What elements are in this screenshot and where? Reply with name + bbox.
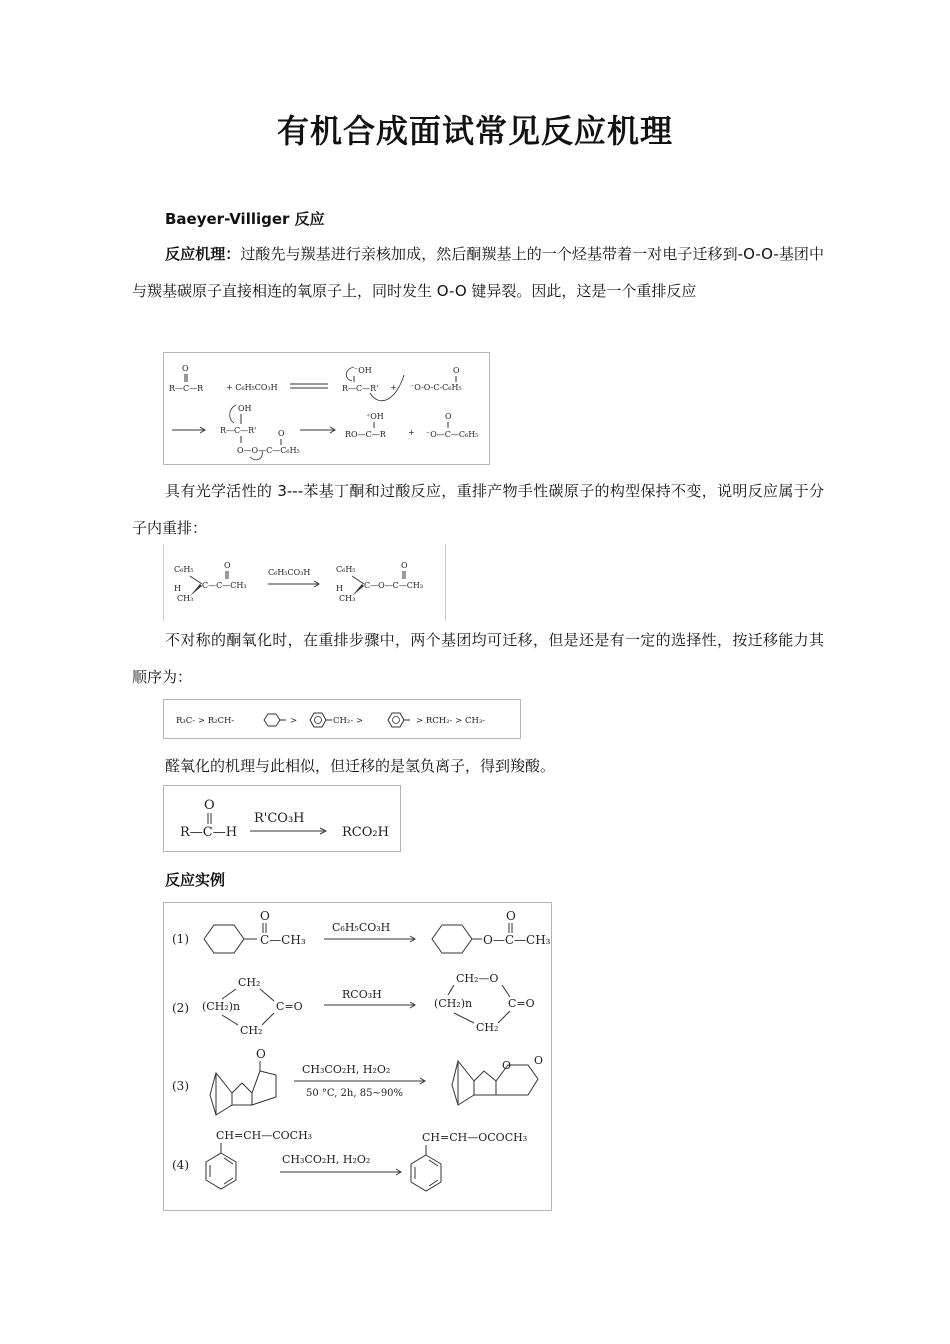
lactone-bond <box>502 985 510 997</box>
intermediate-carbon: R—C—R' <box>220 426 257 435</box>
top-methylene: CH₂ <box>238 976 261 989</box>
enone-chain: CH=CH—COCH₃ <box>216 1129 313 1142</box>
peracid-reagent: + C₆H₅CO₃H <box>226 383 278 392</box>
mechanism-paragraph <box>132 236 824 310</box>
cyclohexyl-ring-icon <box>264 714 280 726</box>
plus-sign: + <box>408 428 415 437</box>
wedge-bond <box>190 584 202 596</box>
adduct-hydroxyl: ⁻OH <box>354 366 372 375</box>
peroxy-anion-oxygen: O <box>453 366 460 375</box>
lactone-carbonyl: C=O <box>508 997 535 1010</box>
product-cyclobutane-ring-icon <box>474 1071 496 1095</box>
example-2-number: (2) <box>172 1001 189 1015</box>
enol-ester-chain: CH=CH—OCOCH₃ <box>422 1131 528 1144</box>
ring-bond <box>260 989 274 1001</box>
bottom-methylene: CH₂ <box>240 1024 263 1037</box>
mechanism-text: 过酸先与羰基进行亲核加成，然后酮羰基上的一个烃基带着一对电子迁移到-O-O-基团中与羰基碳原子直接相连的氧原子上，同时发生 O-O 键异裂。因此，这是一个重排反应 <box>132 245 824 300</box>
example-3-number: (3) <box>172 1079 189 1093</box>
adduct-formula: R—C—R' <box>342 384 379 393</box>
ring-bond <box>222 1015 238 1025</box>
tertiary-secondary-alkyl: R₃C- > R₂CH- <box>176 716 235 726</box>
ring-ketone: C=O <box>276 1000 303 1013</box>
product-hydrogen: H <box>336 584 343 593</box>
plus-sign: + <box>390 383 397 392</box>
lactone-bond <box>498 1011 510 1023</box>
chiral-rearrangement-scheme <box>164 544 445 621</box>
peroxy-anion: ⁻O-O-C-C₆H₅ <box>410 383 462 392</box>
cyclohexane-ring-icon <box>204 925 244 953</box>
aldehyde-formula: R—C—H <box>180 825 238 840</box>
protonated-ester: RO—C—R <box>345 430 386 439</box>
product-bicyclic-bridge <box>452 1061 474 1105</box>
example-1-reagent: C₆H₅CO₃H <box>332 921 391 934</box>
mechanism-scheme <box>164 353 489 464</box>
migration-order-figure <box>163 699 521 739</box>
ring-bond <box>262 1013 274 1025</box>
lactone-top: CH₂—O <box>456 972 499 985</box>
benzyl-group: CH₂- > <box>333 716 364 726</box>
aldehyde-paragraph: 醛氧化的机理与此相似，但迁移的是氢负离子，得到羧酸。 <box>165 757 556 775</box>
example-4-reagent: CH₃CO₂H, H₂O₂ <box>282 1153 371 1166</box>
chiral-rearrangement-figure <box>163 544 446 621</box>
perester-oxygen: O <box>278 429 285 438</box>
mechanism-scheme-figure <box>163 352 490 465</box>
acetate-tail: O—C—CH₃ <box>483 933 551 947</box>
aromatic-circle <box>315 717 322 724</box>
examples-heading: 反应实例 <box>165 871 226 889</box>
electron-push-arrow <box>346 367 354 381</box>
cyclobutane-ring-icon <box>232 1083 252 1105</box>
intermediate-hydroxyl: OH <box>238 404 252 413</box>
ketone-oxygen: O <box>260 909 270 923</box>
ester-carbonyl-oxygen: O <box>401 561 408 570</box>
example-3-conditions: 50 °C, 2h, 85~90% <box>306 1088 404 1099</box>
example-1-number: (1) <box>172 932 189 946</box>
selectivity-paragraph: 不对称的酮氧化时，在重排步骤中，两个基团均可迁移，但是还是有一定的选择性，按迁移能力其顺序为： <box>132 631 824 686</box>
example-2-reagent: RCO₃H <box>342 988 382 1001</box>
carbonyl-oxygen: O <box>224 561 231 570</box>
aldehyde-oxygen: O <box>204 798 215 813</box>
bicyclic-bridge <box>210 1073 232 1115</box>
aldehyde-oxidation-scheme <box>164 786 400 851</box>
cyclopentanone-ring-icon <box>252 1071 276 1105</box>
migration-order-scheme <box>164 700 520 738</box>
product-methyl: CH₃ <box>339 594 356 603</box>
phenyl-substituent: C₆H₅ <box>174 565 194 574</box>
lactone-bond <box>454 1013 474 1023</box>
migration-arrow <box>230 405 236 423</box>
page-title: 有机合成面试常见反应机理 <box>276 112 673 150</box>
lactone-ring-oxygen: O <box>502 1059 512 1072</box>
lactone-carbonyl-oxygen: O <box>534 1054 544 1067</box>
methyl-ketone-tail: C—CH₃ <box>260 933 306 947</box>
benzoate-oxygen: O <box>445 412 452 421</box>
ring-chain: (CH₂)n <box>202 1000 241 1013</box>
ring-bond <box>222 989 236 999</box>
ketone-chain: C—C—CH₃ <box>202 581 247 590</box>
lactone-bond <box>448 985 454 995</box>
peracid-reagent: R'CO₃H <box>254 811 305 826</box>
peracid-reagent: C₆H₅CO₃H <box>268 568 311 577</box>
section-heading: Baeyer-Villiger 反应 <box>165 210 325 228</box>
wedge-bond <box>352 584 364 596</box>
chirality-paragraph: 具有光学活性的 3---苯基丁酮和过酸反应，重排产物手性碳原子的构型保持不变，说明反应属于分子内重排： <box>132 482 824 537</box>
protonated-ester-oh: ⁺OH <box>366 412 384 421</box>
lactone-ring-chain: (CH₂)n <box>434 997 473 1010</box>
hydrogen-substituent: H <box>174 584 181 593</box>
example-3-ketone-oxygen: O <box>256 1047 266 1061</box>
ester-oxygen: O <box>506 909 516 923</box>
stereo-bond <box>190 576 202 584</box>
example-3-reagent: CH₃CO₂H, H₂O₂ <box>302 1063 391 1076</box>
stereo-bond <box>352 576 364 584</box>
cyclohexyl-ester-ring-icon <box>432 925 472 953</box>
mechanism-label: 反应机理： <box>165 245 241 263</box>
greater-than: > <box>290 716 298 726</box>
ester-chain: C—O—C—CH₃ <box>364 581 424 590</box>
aromatic-circle <box>393 717 400 724</box>
phenyl-ring-icon <box>388 713 404 727</box>
benzyl-ring-icon <box>310 713 326 727</box>
product-phenyl: C₆H₅ <box>336 565 356 574</box>
perester-chain: O—O—C—C₆H₅ <box>237 446 300 455</box>
aldehyde-oxidation-figure <box>163 785 401 852</box>
lactone-bottom: CH₂ <box>476 1021 499 1034</box>
methyl-substituent: CH₃ <box>177 594 194 603</box>
example-4-number: (4) <box>172 1158 189 1172</box>
benzoate-anion: ⁻O—C—C₆H₅ <box>426 430 479 439</box>
reaction-examples-scheme <box>164 903 551 1210</box>
primary-methyl-order: > RCH₂- > CH₃- <box>416 716 486 726</box>
reaction-examples-figure <box>163 902 552 1211</box>
ketone-formula: R—C—R <box>169 384 204 393</box>
ketone-oxygen: O <box>182 364 189 373</box>
carboxylic-acid-product: RCO₂H <box>342 825 389 840</box>
